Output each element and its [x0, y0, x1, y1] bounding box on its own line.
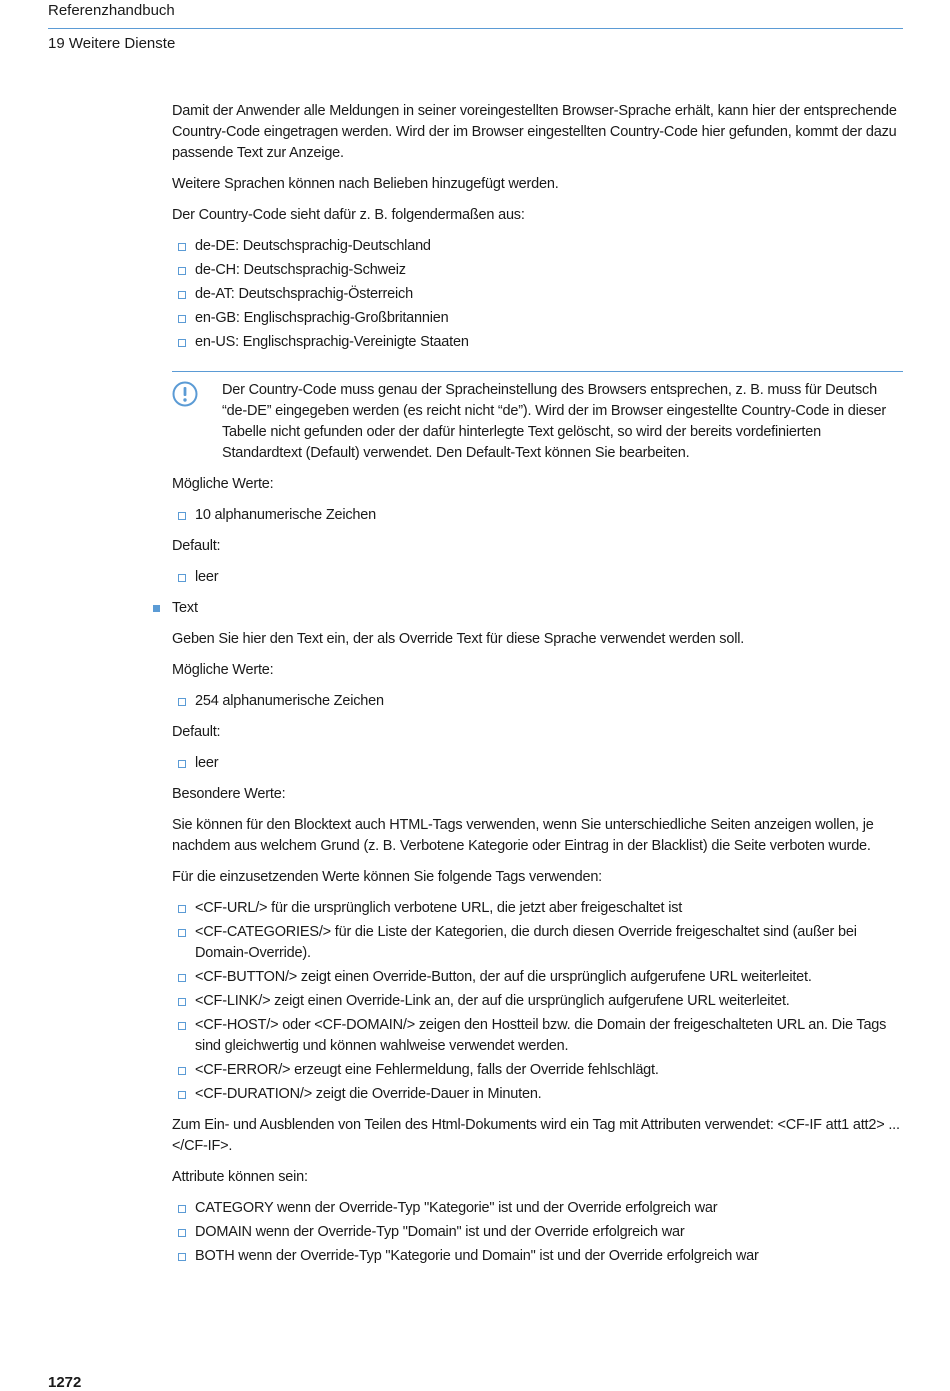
list-item: <CF-ERROR/> erzeugt eine Fehlermeldung, falls der Override fehlschlägt. — [172, 1060, 903, 1081]
possible-values-list — [172, 691, 903, 712]
list-item: de-AT: Deutschsprachig-Österreich — [172, 284, 903, 305]
list-item: DOMAIN wenn der Override-Typ "Domain" ist und der Override erfolgreich war — [172, 1222, 903, 1243]
text-description: Geben Sie hier den Text ein, der als Override Text für diese Sprache verwendet werden soll. — [172, 631, 745, 647]
default-label: Default: — [172, 538, 221, 554]
header-rule — [48, 28, 903, 29]
main-content — [172, 101, 903, 1277]
list-item: de-CH: Deutschsprachig-Schweiz — [172, 260, 903, 281]
exclamation-circle-icon — [172, 381, 198, 414]
list-item: <CF-DURATION/> zeigt die Override-Dauer in Minuten. — [172, 1084, 903, 1105]
note-text: Der Country-Code muss genau der Spracheinstellung des Browsers entsprechen, z. B. muss für Deutsch “de-DE” eingegeben werden (es reicht nicht “de”). Wird der im Browser eingestellte Country-Code in dieser Tabelle nicht gefunden oder der dafür hinterlegte Text gelöscht, so wird der bereits vordefinierten Standardtext (Default) verwendet. Den Default-Text können Sie bearbeiten. — [222, 382, 887, 461]
list-item: <CF-BUTTON/> zeigt einen Override-Button, der auf die ursprünglich aufgerufene URL weiterleitet. — [172, 967, 903, 988]
list-item: de-DE: Deutschsprachig-Deutschland — [172, 236, 903, 257]
cf-if-paragraph: Zum Ein- und Ausblenden von Teilen des Html-Dokuments wird ein Tag mit Attributen verwendet: <CF-IF att1 att2> ... </CF-IF>. — [172, 1117, 900, 1154]
list-item: <CF-HOST/> oder <CF-DOMAIN/> zeigen den Hostteil bzw. die Domain der freigeschalteten URL an. Die Tags sind gleichwertig und können wahlweise verwendet werden. — [172, 1015, 903, 1057]
section-title: Text — [172, 600, 198, 616]
country-code-list — [172, 236, 903, 353]
square-bullet-icon — [153, 605, 160, 612]
intro-paragraph-3: Der Country-Code sieht dafür z. B. folgendermaßen aus: — [172, 207, 525, 223]
list-item: en-GB: Englischsprachig-Großbritannien — [172, 308, 903, 329]
possible-values-label: Mögliche Werte: — [172, 476, 274, 492]
special-values-label: Besondere Werte: — [172, 786, 286, 802]
possible-values-list — [172, 505, 903, 526]
possible-values-label: Mögliche Werte: — [172, 662, 274, 678]
list-item: 10 alphanumerische Zeichen — [172, 505, 903, 526]
list-item: 254 alphanumerische Zeichen — [172, 691, 903, 712]
default-label: Default: — [172, 724, 221, 740]
list-item: <CF-URL/> für die ursprünglich verbotene URL, die jetzt aber freigeschaltet ist — [172, 898, 903, 919]
intro-paragraph-2: Weitere Sprachen können nach Belieben hinzugefügt werden. — [172, 176, 559, 192]
list-item: BOTH wenn der Override-Typ "Kategorie und Domain" ist und der Override erfolgreich war — [172, 1246, 903, 1267]
default-values-list — [172, 753, 903, 774]
attribute-list — [172, 1198, 903, 1267]
document-title: Referenzhandbuch — [48, 2, 175, 19]
default-values-list — [172, 567, 903, 588]
chapter-title: 19 Weitere Dienste — [48, 35, 176, 52]
special-values-paragraph-1: Sie können für den Blocktext auch HTML-Tags verwenden, wenn Sie unterschiedliche Seiten anzeigen wollen, je nachdem aus welchem Grund (z. B. Verbotene Kategorie oder Eintrag in der Blacklist) die Seite verboten wurde. — [172, 817, 874, 854]
list-item: <CF-LINK/> zeigt einen Override-Link an, der auf die ursprünglich aufgerufene URL weiterleitet. — [172, 991, 903, 1012]
list-item: leer — [172, 753, 903, 774]
attributes-label: Attribute können sein: — [172, 1169, 308, 1185]
list-item: en-US: Englischsprachig-Vereinigte Staaten — [172, 332, 903, 353]
page-number: 1272 — [48, 1374, 82, 1391]
list-item: leer — [172, 567, 903, 588]
list-item: <CF-CATEGORIES/> für die Liste der Kategorien, die durch diesen Override freigeschaltet sind (außer bei Domain-Override). — [172, 922, 903, 964]
tag-list — [172, 898, 903, 1105]
intro-paragraph-1: Damit der Anwender alle Meldungen in seiner voreingestellten Browser-Sprache erhält, kann hier der entsprechende Country-Code eingetragen werden. Wird der im Browser eingestellten Country-Code hier gefunden, kommt der dazu passende Text zur Anzeige. — [172, 103, 897, 161]
list-item: CATEGORY wenn der Override-Typ "Kategorie" ist und der Override erfolgreich war — [172, 1198, 903, 1219]
text-section-heading — [172, 598, 903, 619]
note-box — [172, 371, 903, 464]
special-values-paragraph-2: Für die einzusetzenden Werte können Sie folgende Tags verwenden: — [172, 869, 603, 885]
